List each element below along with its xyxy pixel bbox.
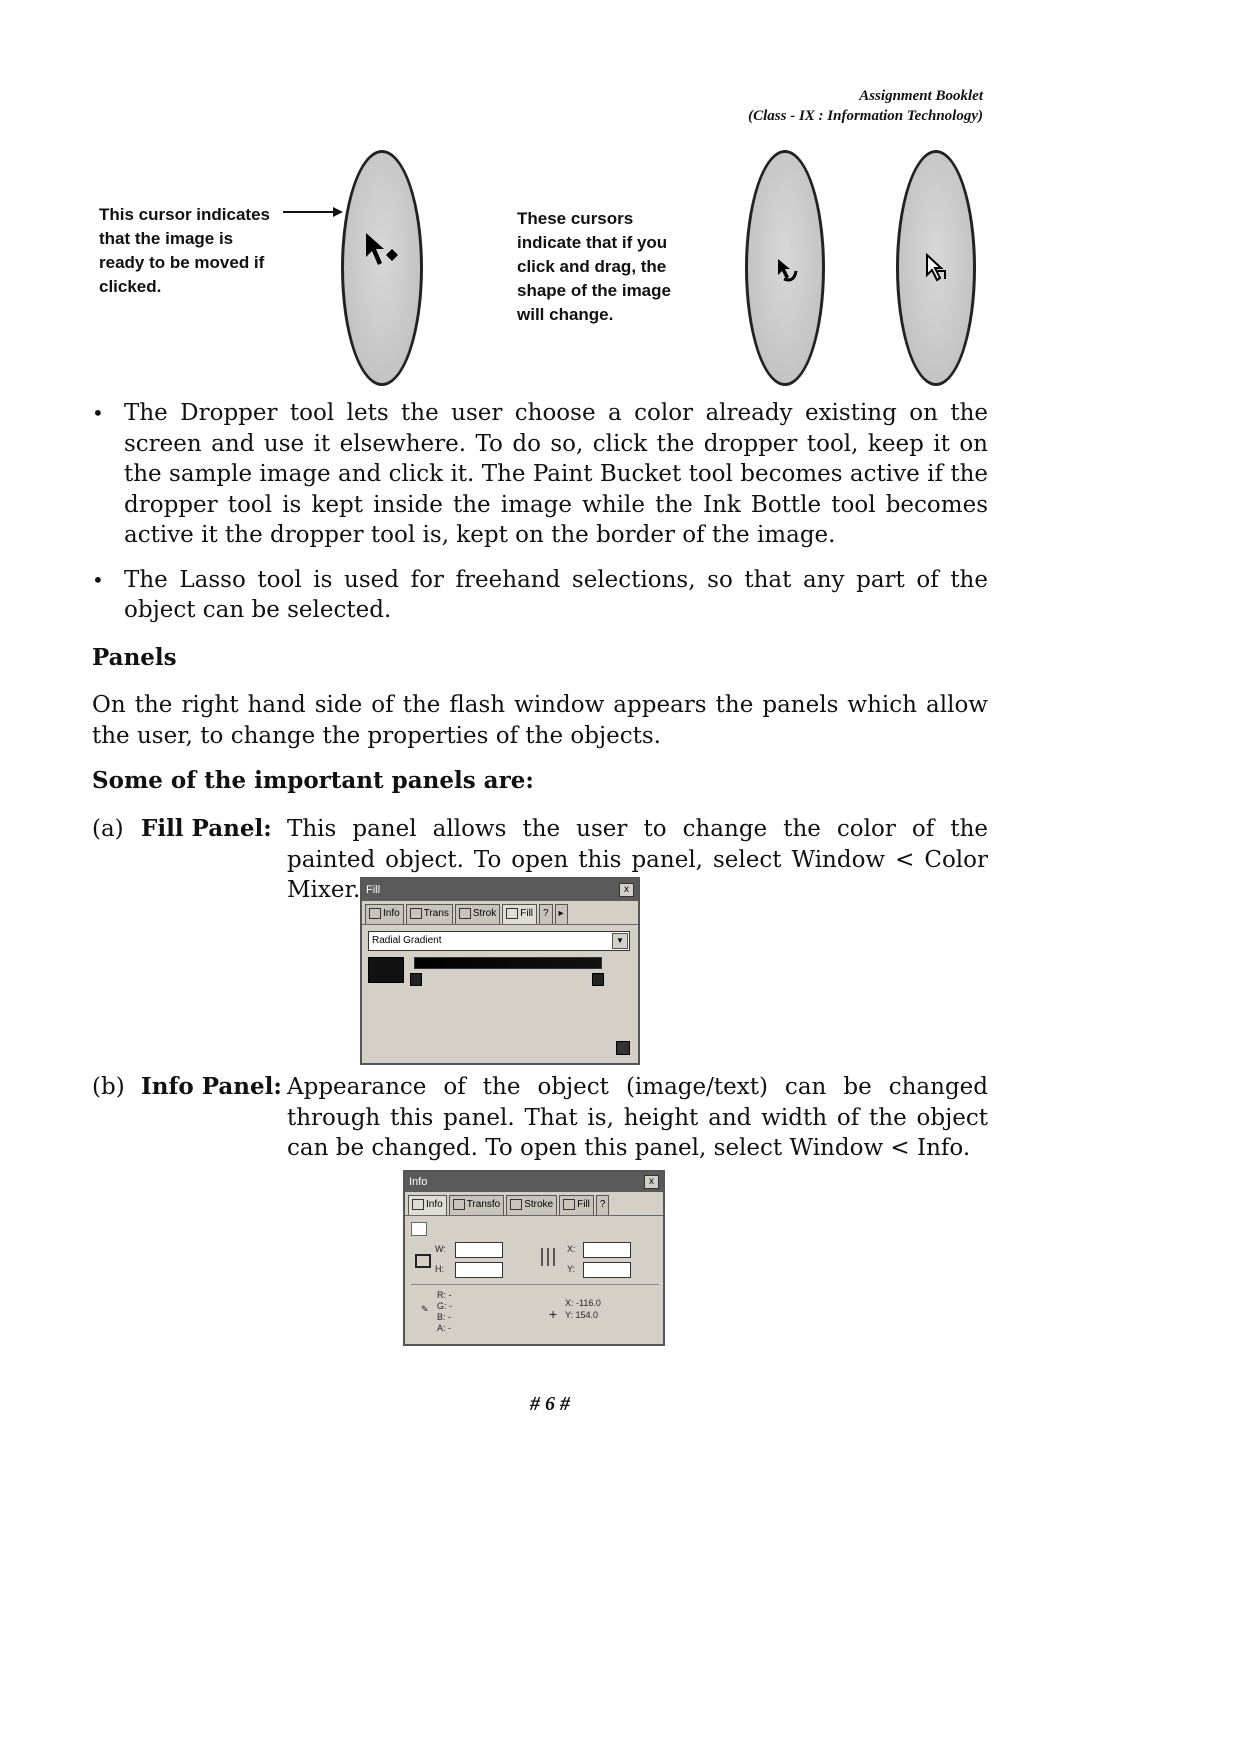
reshape-curve-cursor-icon (748, 153, 822, 383)
list-item (92, 565, 988, 626)
close-button[interactable]: x (644, 1175, 659, 1189)
callout-reshape-cursors: These cursors indicate that if you click and drag, the shape of the image will change. (517, 209, 671, 324)
item-description: This panel allows the user to change the color of the painted object. To open this panel, select Window < Color Mixer. (287, 816, 988, 903)
green-label: G: - (437, 1301, 453, 1311)
save-icon[interactable] (616, 1041, 630, 1055)
width-field[interactable] (455, 1242, 503, 1258)
blue-label: B: - (437, 1312, 452, 1322)
x-label: X: (567, 1244, 576, 1254)
panels-intro: On the right hand side of the flash window appears the panels which allow the user, to change the properties of the objects. (92, 692, 988, 749)
width-label: W: (435, 1244, 446, 1254)
x-field[interactable] (583, 1242, 631, 1258)
tab-info[interactable]: Info (365, 904, 404, 924)
height-field[interactable] (455, 1262, 503, 1278)
fill-type-dropdown[interactable]: Radial Gradient ▼ (368, 931, 630, 951)
panel-tabs (362, 901, 638, 925)
tab-stroke[interactable]: Strok (455, 904, 500, 924)
eyedropper-icon: ✎ (421, 1304, 429, 1314)
reshape-corner-cursor-icon (899, 153, 973, 383)
callout-move-cursor: This cursor indicates that the image is ready to be moved if clicked. (99, 205, 270, 296)
fill-panel-window (360, 877, 640, 1065)
cursor-oval-reshape-corner (896, 150, 976, 386)
registration-grid-icon (541, 1248, 559, 1266)
panel-item-info (92, 1072, 988, 1164)
window-title: Fill (366, 884, 381, 896)
transform-icon (410, 908, 422, 919)
y-field[interactable] (583, 1262, 631, 1278)
y-label: Y: (567, 1264, 576, 1274)
cursor-oval-reshape-curve (745, 150, 825, 386)
stroke-icon (459, 908, 471, 919)
item-term: Fill Panel: (141, 815, 272, 842)
bullet-text: The Dropper tool lets the user choose a color already existing on the screen and use it elsewhere. To do so, click the dropper tool, keep it on the sample image and click it. The Paint Bucket tool becomes active if the dropper tool is kept inside the image while the Ink Bottle tool becomes active it the dropper tool is, kept on the border of the image. (124, 400, 988, 548)
tab-fill[interactable]: Fill (559, 1195, 594, 1215)
gradient-bar[interactable] (414, 957, 602, 969)
page-number: # 6 # (530, 1393, 570, 1415)
window-titlebar (362, 879, 638, 901)
help-button[interactable]: ? (596, 1195, 610, 1215)
help-button[interactable]: ? (539, 904, 553, 924)
bullet-list (92, 398, 988, 626)
page-header (748, 86, 983, 126)
cursor-x-value: X: -116.0 (565, 1298, 601, 1308)
info-icon (412, 1199, 424, 1210)
divider (411, 1284, 659, 1285)
section-heading-panels: Panels (92, 644, 177, 671)
item-marker: (b) (92, 1074, 125, 1100)
info-panel-window (403, 1170, 665, 1346)
item-marker: (a) (92, 816, 124, 842)
list-item (92, 398, 988, 551)
gradient-pointer-end[interactable] (592, 973, 604, 986)
red-label: R: - (437, 1290, 452, 1300)
tab-fill[interactable]: Fill (502, 904, 537, 924)
alpha-label: A: - (437, 1323, 452, 1333)
item-term: Info Panel: (141, 1073, 282, 1100)
tab-info[interactable]: Info (408, 1195, 447, 1215)
size-icon (415, 1254, 431, 1268)
color-swatch[interactable] (368, 957, 404, 983)
fill-icon (506, 908, 518, 919)
subheading-important-panels: Some of the important panels are: (92, 767, 534, 794)
crosshair-icon: + (549, 1306, 558, 1322)
selection-icon (411, 1222, 427, 1236)
stroke-icon (510, 1199, 522, 1210)
tab-stroke[interactable]: Stroke (506, 1195, 557, 1215)
bullet-text: The Lasso tool is used for freehand selections, so that any part of the object can be selected. (124, 566, 988, 623)
move-cursor-icon (344, 153, 420, 383)
tab-transform[interactable]: Trans (406, 904, 453, 924)
fill-icon (563, 1199, 575, 1210)
height-label: H: (435, 1264, 444, 1274)
callout-arrow (283, 205, 345, 219)
booklet-title: Assignment Booklet (859, 88, 983, 104)
close-button[interactable]: x (619, 883, 634, 897)
bullet-marker: • (92, 567, 104, 592)
cursor-y-value: Y: 154.0 (565, 1310, 599, 1320)
panel-tabs (405, 1192, 663, 1216)
panel-menu-button[interactable]: ▸ (555, 904, 568, 924)
info-icon (369, 908, 381, 919)
booklet-subtitle: (Class - IX : Information Technology) (748, 108, 983, 124)
window-title: Info (409, 1176, 428, 1188)
item-description: Appearance of the object (image/text) can be changed through this panel. That is, height and width of the object can be changed. To open this panel, select Window < Info. (287, 1074, 988, 1161)
tab-transform[interactable]: Transfo (449, 1195, 505, 1215)
bullet-marker: • (92, 401, 104, 425)
cursor-oval-move (341, 150, 423, 386)
gradient-pointer-start[interactable] (410, 973, 422, 986)
window-titlebar (405, 1172, 663, 1192)
transform-icon (453, 1199, 465, 1210)
chevron-down-icon[interactable]: ▼ (612, 933, 628, 949)
